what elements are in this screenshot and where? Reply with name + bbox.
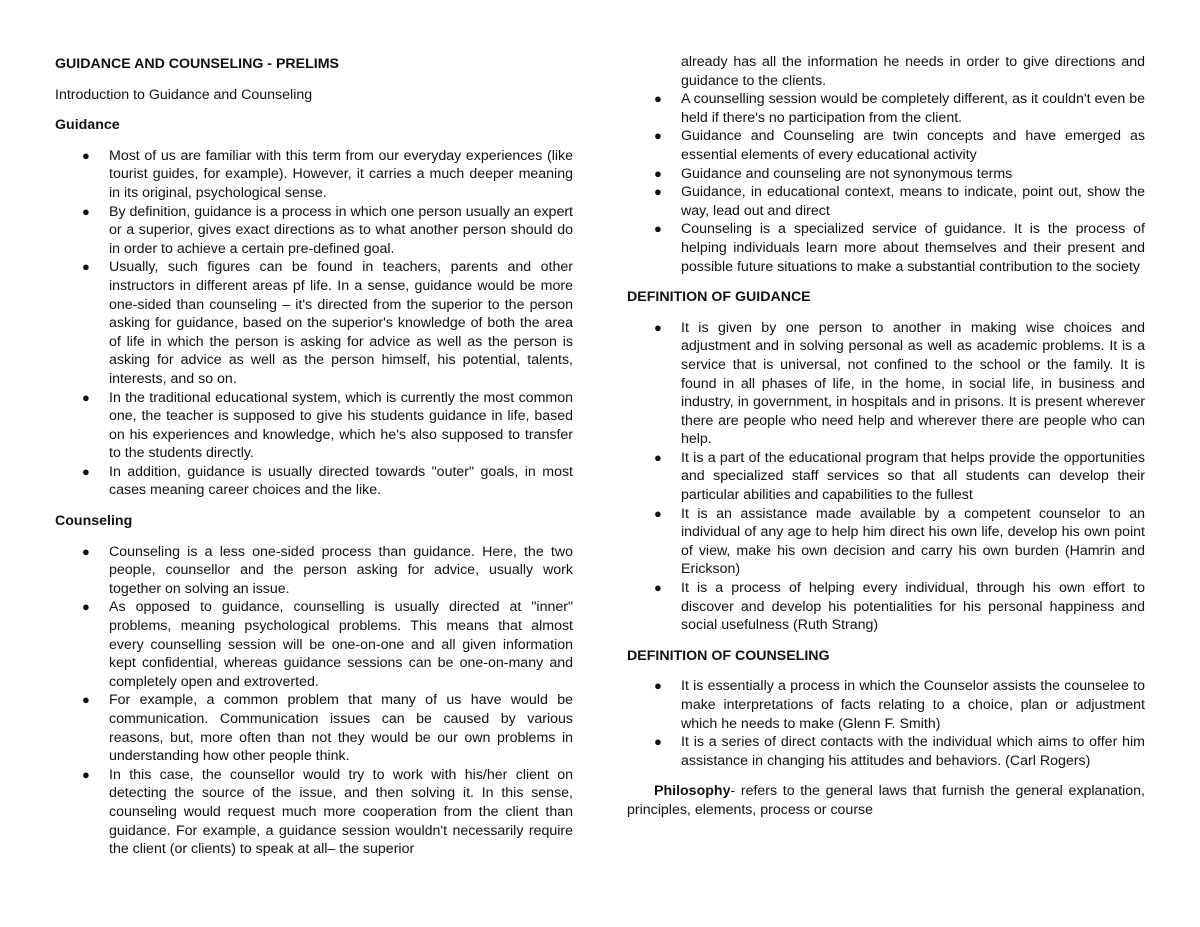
- guidance-heading: Guidance: [55, 117, 120, 134]
- definition-of-counseling-heading: DEFINITION OF COUNSELING: [627, 647, 830, 664]
- list-item: ● In the traditional educational system, which is currently the most common one, the teacher is supposed to give his students guidance in life, based on his experiences and knowledge, which he's also supposed to transfer to the students directly.: [82, 389, 573, 462]
- list-item: ● It is essentially a process in which the Counselor assists the counselee to make interpretations of facts relating to a choice, plan or adjustment which he needs to make (Glenn F. Smith): [654, 678, 1145, 732]
- definition-of-guidance-list: [627, 319, 1145, 635]
- list-item: ● In addition, guidance is usually directed towards "outer" goals, in most cases meaning career choices and the like.: [82, 463, 573, 499]
- list-item: ● It is an assistance made available by a competent counselor to an individual of any age to help him direct his own life, develop his own point of view, make his own decision and carry his own burden (Hamrin and Erickson): [654, 505, 1145, 578]
- list-item: ● It is a series of direct contacts with the individual which aims to offer him assistance in changing his attitudes and behaviors. (Carl Rogers): [654, 734, 1145, 769]
- list-item: ● A counselling session would be completely different, as it couldn't even be held if there's no participation from the client.: [654, 91, 1145, 126]
- list-item: ● Counseling is a less one-sided process than guidance. Here, the two people, counsellor and the person asking for advice, usually work together on solving an issue.: [82, 543, 573, 597]
- bullet-icon: ●: [654, 580, 662, 596]
- list-item: ● Guidance and counseling are not synonymous terms: [654, 165, 1013, 182]
- bullet-icon: ●: [82, 599, 90, 615]
- bullet-icon: ●: [654, 165, 662, 181]
- intro-list-continued: [627, 90, 1145, 276]
- list-item: ● Usually, such figures can be found in teachers, parents and other instructors in different areas pf life. In a sense, guidance would be more one-sided than counseling – it's directed from the superior to the person asking for guidance, based on the superior's knowledge of both the area of life in which the person is asking for advice as well as the person is asking for advice as well as the person himself, his potential, talents, interests, and so on.: [82, 259, 573, 387]
- definition-of-counseling-list: [627, 677, 1145, 770]
- counseling-list: [55, 543, 573, 859]
- right-column: [627, 53, 1145, 834]
- list-item: ● As opposed to guidance, counselling is usually directed at "inner" problems, meaning psychological problems. This means that almost every counselling session will be one-on-one and all given information kept confidential, whereas guidance sessions can be one-on-many and completely open and extroverted.: [82, 599, 573, 690]
- bullet-icon: ●: [654, 184, 662, 200]
- list-item: ● By definition, guidance is a process in which one person usually an expert or a superior, gives exact directions as to what another person should do in order to achieve a certain pre-defined goal.: [82, 203, 573, 257]
- document-subtitle: Introduction to Guidance and Counseling: [55, 86, 313, 103]
- definition-of-guidance-heading: DEFINITION OF GUIDANCE: [627, 289, 811, 306]
- bullet-icon: ●: [654, 505, 662, 521]
- bullet-icon: ●: [654, 128, 662, 144]
- list-item: ● Guidance and Counseling are twin concepts and have emerged as essential elements of every educational activity: [654, 128, 1145, 163]
- bullet-icon: ●: [654, 91, 662, 107]
- bullet-icon: ●: [654, 734, 662, 750]
- list-item: ● For example, a common problem that many of us have would be communication. Communication issues can be caused by various reasons, but, more often than not they would be our own problems in understanding how other people think.: [82, 692, 573, 765]
- list-item: ● It is a process of helping every individual, through his own effort to discover and develop his potentialities for his personal happiness and social usefulness (Ruth Strang): [654, 580, 1145, 634]
- bullet-icon: ●: [82, 543, 90, 559]
- list-item: ● It is given by one person to another in making wise choices and adjustment and in solving personal as well as academic problems. It is a service that is universal, not confined to the school or the family. It is found in all phases of life, in the home, in social life, in business and industry, in government, in hospitals and in prisons. It is present wherever there are people who need help and wherever there are people who can help.: [654, 319, 1145, 448]
- list-item: ● Guidance, in educational context, means to indicate, point out, show the way, lead out and direct: [654, 184, 1145, 219]
- bullet-icon: ●: [82, 203, 90, 219]
- bullet-icon: ●: [654, 319, 662, 335]
- document-title: GUIDANCE AND COUNSELING - PRELIMS: [55, 56, 340, 72]
- bullet-icon: ●: [654, 449, 662, 465]
- bullet-icon: ●: [82, 463, 90, 479]
- list-item: ● It is a part of the educational program that helps provide the opportunities and specialized staff services so that all students can develop their particular abilities and capabilities to the fullest: [654, 449, 1145, 504]
- bullet-icon: ●: [82, 692, 90, 708]
- bullet-icon: ●: [654, 221, 662, 237]
- philosophy-paragraph: [627, 782, 1145, 819]
- list-item: ● Most of us are familiar with this term from our everyday experiences (like tourist guides, for example). However, it carries a much deeper meaning in its original, psychological sense.: [82, 147, 573, 201]
- bullet-icon: ●: [82, 259, 90, 275]
- bullet-icon: ●: [654, 678, 662, 694]
- philosophy-definition: - refers to the general laws that furnish the general explanation, principles, elements, process or course: [627, 783, 1145, 818]
- philosophy-term: Philosophy: [654, 783, 731, 800]
- bullet-icon: ●: [82, 147, 90, 163]
- bullet-icon: ●: [82, 389, 90, 405]
- list-item: ● Counseling is a specialized service of guidance. It is the process of helping individuals learn more about themselves and their present and possible future situations to make a substantial contribution to the society: [654, 221, 1145, 275]
- guidance-list: [55, 147, 573, 500]
- continued-text: already has all the information he needs in order to give directions and guidance to the clients.: [681, 54, 1145, 89]
- left-column: [55, 53, 573, 859]
- bullet-icon: ●: [82, 766, 90, 782]
- counseling-heading: Counseling: [55, 513, 133, 530]
- list-item: ● In this case, the counsellor would try to work with his/her client on detecting the source of the issue, and then solving it. In this sense, counseling would request much more cooperation from the client than guidance. For example, a guidance session wouldn't necessarily require the client (or clients) to speak at all– the superior: [82, 766, 573, 858]
